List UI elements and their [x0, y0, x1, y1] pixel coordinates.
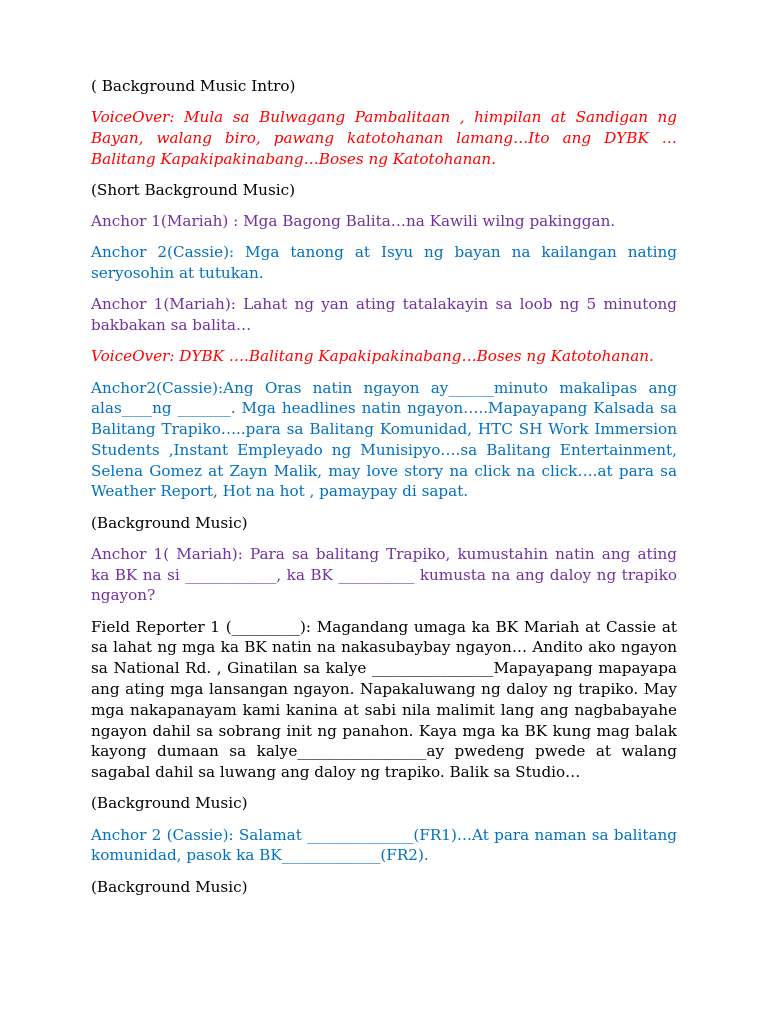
cue-background-music-2: (Background Music) [91, 794, 248, 813]
cue-background-music-1: (Background Music) [91, 513, 248, 532]
cue-background-music-3: (Background Music) [91, 877, 248, 896]
anchor2-headlines: Anchor2(Cassie):Ang Oras natin ngayon ay______minuto makalipas ang alas____ng _______. Mga headlines natin ngayon…..Mapayapang Kalsada sa Balitang Trapiko…..para sa Balitang Komunidad, HTC SH Work Immersion Students ,Instant Empleyado ng Munisipyo….sa Balitang Entertainment, Selena Gomez at Zayn Malik, may love story na click na click….at para sa Weather Report, Hot na hot , pamaypay di sapat. [91, 378, 677, 501]
voiceover-intro: VoiceOver: Mula sa Bulwagang Pambalitaan , himpilan at Sandigan ng Bayan, walang biro, pawang katotohanan lamang…Ito ang DYBK … Balitang Kapakipakinabang…Boses ng Katotohanan. [91, 108, 677, 168]
anchor1-line-2: Anchor 1(Mariah): Lahat ng yan ating tatalakayin sa loob ng 5 minutong bakbakan sa balita… [91, 295, 677, 335]
cue-short-background-music: (Short Background Music) [91, 180, 296, 199]
anchor1-traffic-intro: Anchor 1( Mariah): Para sa balitang Trapiko, kumustahin natin ang ating ka BK na si ____________, ka BK __________ kumusta na ang daloy ng trapiko ngayon? [91, 544, 677, 605]
script-document [91, 76, 677, 908]
anchor2-line-1: Anchor 2(Cassie): Mga tanong at Isyu ng bayan na kailangan nating seryosohin at tutukan. [91, 243, 677, 283]
voiceover-tagline: VoiceOver: DYBK ….Balitang Kapakipakinabang…Boses ng Katotohanan. [91, 347, 654, 366]
anchor2-community-intro: Anchor 2 (Cassie): Salamat ______________(FR1)…At para naman sa balitang komunidad, pasok ka BK_____________(FR2). [91, 825, 677, 865]
anchor1-line-1: Anchor 1(Mariah) : Mga Bagong Balita…na Kawili wilng pakinggan. [91, 212, 616, 231]
field-reporter-1-report: Field Reporter 1 (_________): Magandang umaga ka BK Mariah at Cassie at sa lahat ng mga ka BK natin na nakasubaybay ngayon… Andito ako ngayon sa National Rd. , Ginatilan sa kalye ________________Mapayapang mapayapa ang ating mga lansangan ngayon. Napakaluwang ng daloy ng trapiko. May mga nakapanayam kami kanina at sabi nila malimit lang ang nagbabayahe ngayon dahil sa sobrang init ng panahon. Kaya mga ka BK kung mag balak kayong dumaan sa kalye_________________ay pwedeng pwede at walang sagabal dahil sa luwang ang daloy ng trapiko. Balik sa Studio… [91, 617, 677, 782]
cue-background-music-intro: ( Background Music Intro) [91, 77, 296, 95]
